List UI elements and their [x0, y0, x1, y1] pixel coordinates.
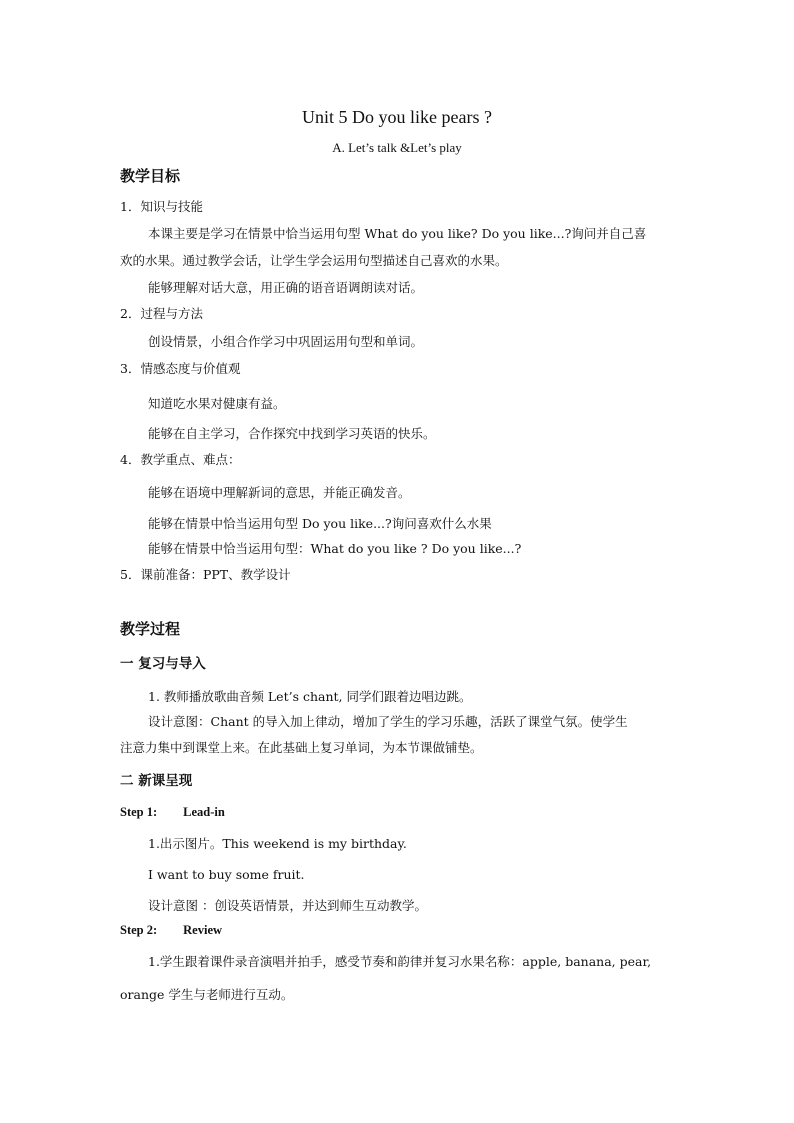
page-title: Unit 5 Do you like pears ?: [302, 107, 492, 127]
obj1-paragraph-line: 欢的水果。通过教学会话，让学生学会运用句型描述自己喜欢的水果。: [120, 253, 508, 268]
obj2-heading: 2．过程与方法: [120, 306, 203, 321]
step2-paragraph-line: orange 学生与老师进行互动。: [120, 987, 294, 1002]
section2-heading: 二 新课呈现: [120, 773, 193, 789]
process-heading: 教学过程: [120, 620, 181, 638]
section1-item: 1. 教师播放歌曲音频 Let’s chant, 同学们跟着边唱边跳。: [148, 689, 472, 704]
step1-design: 设计意图 ：创设英语情景，并达到师生互动教学。: [148, 898, 427, 913]
obj3-paragraph: 知道吃水果对健康有益。: [148, 396, 286, 411]
step2-paragraph-line: 1.学生跟着课件录音演唱并拍手，感受节奏和韵律并复习水果名称：apple, banana, pear,: [148, 954, 652, 969]
step1-name: Lead-in: [183, 805, 225, 819]
section1-heading: 一 复习与导入: [120, 656, 206, 672]
obj5-heading: 5．课前准备：PPT、教学设计: [120, 567, 291, 582]
obj4-paragraph: 能够在情景中恰当运用句型：What do you like ? Do you like...?: [148, 541, 522, 556]
obj3-heading: 3．情感态度与价值观: [120, 361, 241, 376]
step2-heading: [120, 922, 222, 938]
obj3-paragraph: 能够在自主学习，合作探究中找到学习英语的快乐。: [148, 426, 436, 441]
obj2-paragraph: 创设情景，小组合作学习中巩固运用句型和单词。: [148, 334, 424, 349]
step1-label: Step 1:: [120, 805, 158, 819]
step2-label: Step 2:: [120, 923, 158, 937]
step1-paragraph: I want to buy some fruit.: [148, 867, 305, 882]
obj4-paragraph: 能够在语境中理解新词的意思，并能正确发音。: [148, 485, 411, 500]
step1-heading: [120, 804, 225, 820]
step1-paragraph: 1.出示图片。This weekend is my birthday.: [148, 836, 407, 851]
obj4-paragraph: 能够在情景中恰当运用句型 Do you like...?询问喜欢什么水果: [148, 516, 492, 531]
obj1-paragraph-line: 本课主要是学习在情景中恰当运用句型 What do you like? Do you like...?询问并自己喜: [148, 226, 647, 241]
objectives-heading: 教学目标: [120, 167, 181, 185]
obj1-paragraph: 能够理解对话大意，用正确的语音语调朗读对话。: [148, 280, 424, 295]
section1-design-line: 注意力集中到课堂上来。在此基础上复习单词，为本节课做铺垫。: [120, 740, 483, 755]
obj4-heading: 4．教学重点、难点：: [120, 452, 241, 467]
obj1-heading: 1．知识与技能: [120, 199, 203, 214]
section1-design-line: 设计意图：Chant 的导入加上律动，增加了学生的学习乐趣，活跃了课堂气氛。使学生: [148, 714, 628, 729]
step2-name: Review: [183, 923, 223, 937]
page-subtitle: A. Let’s talk &Let’s play: [332, 140, 462, 155]
